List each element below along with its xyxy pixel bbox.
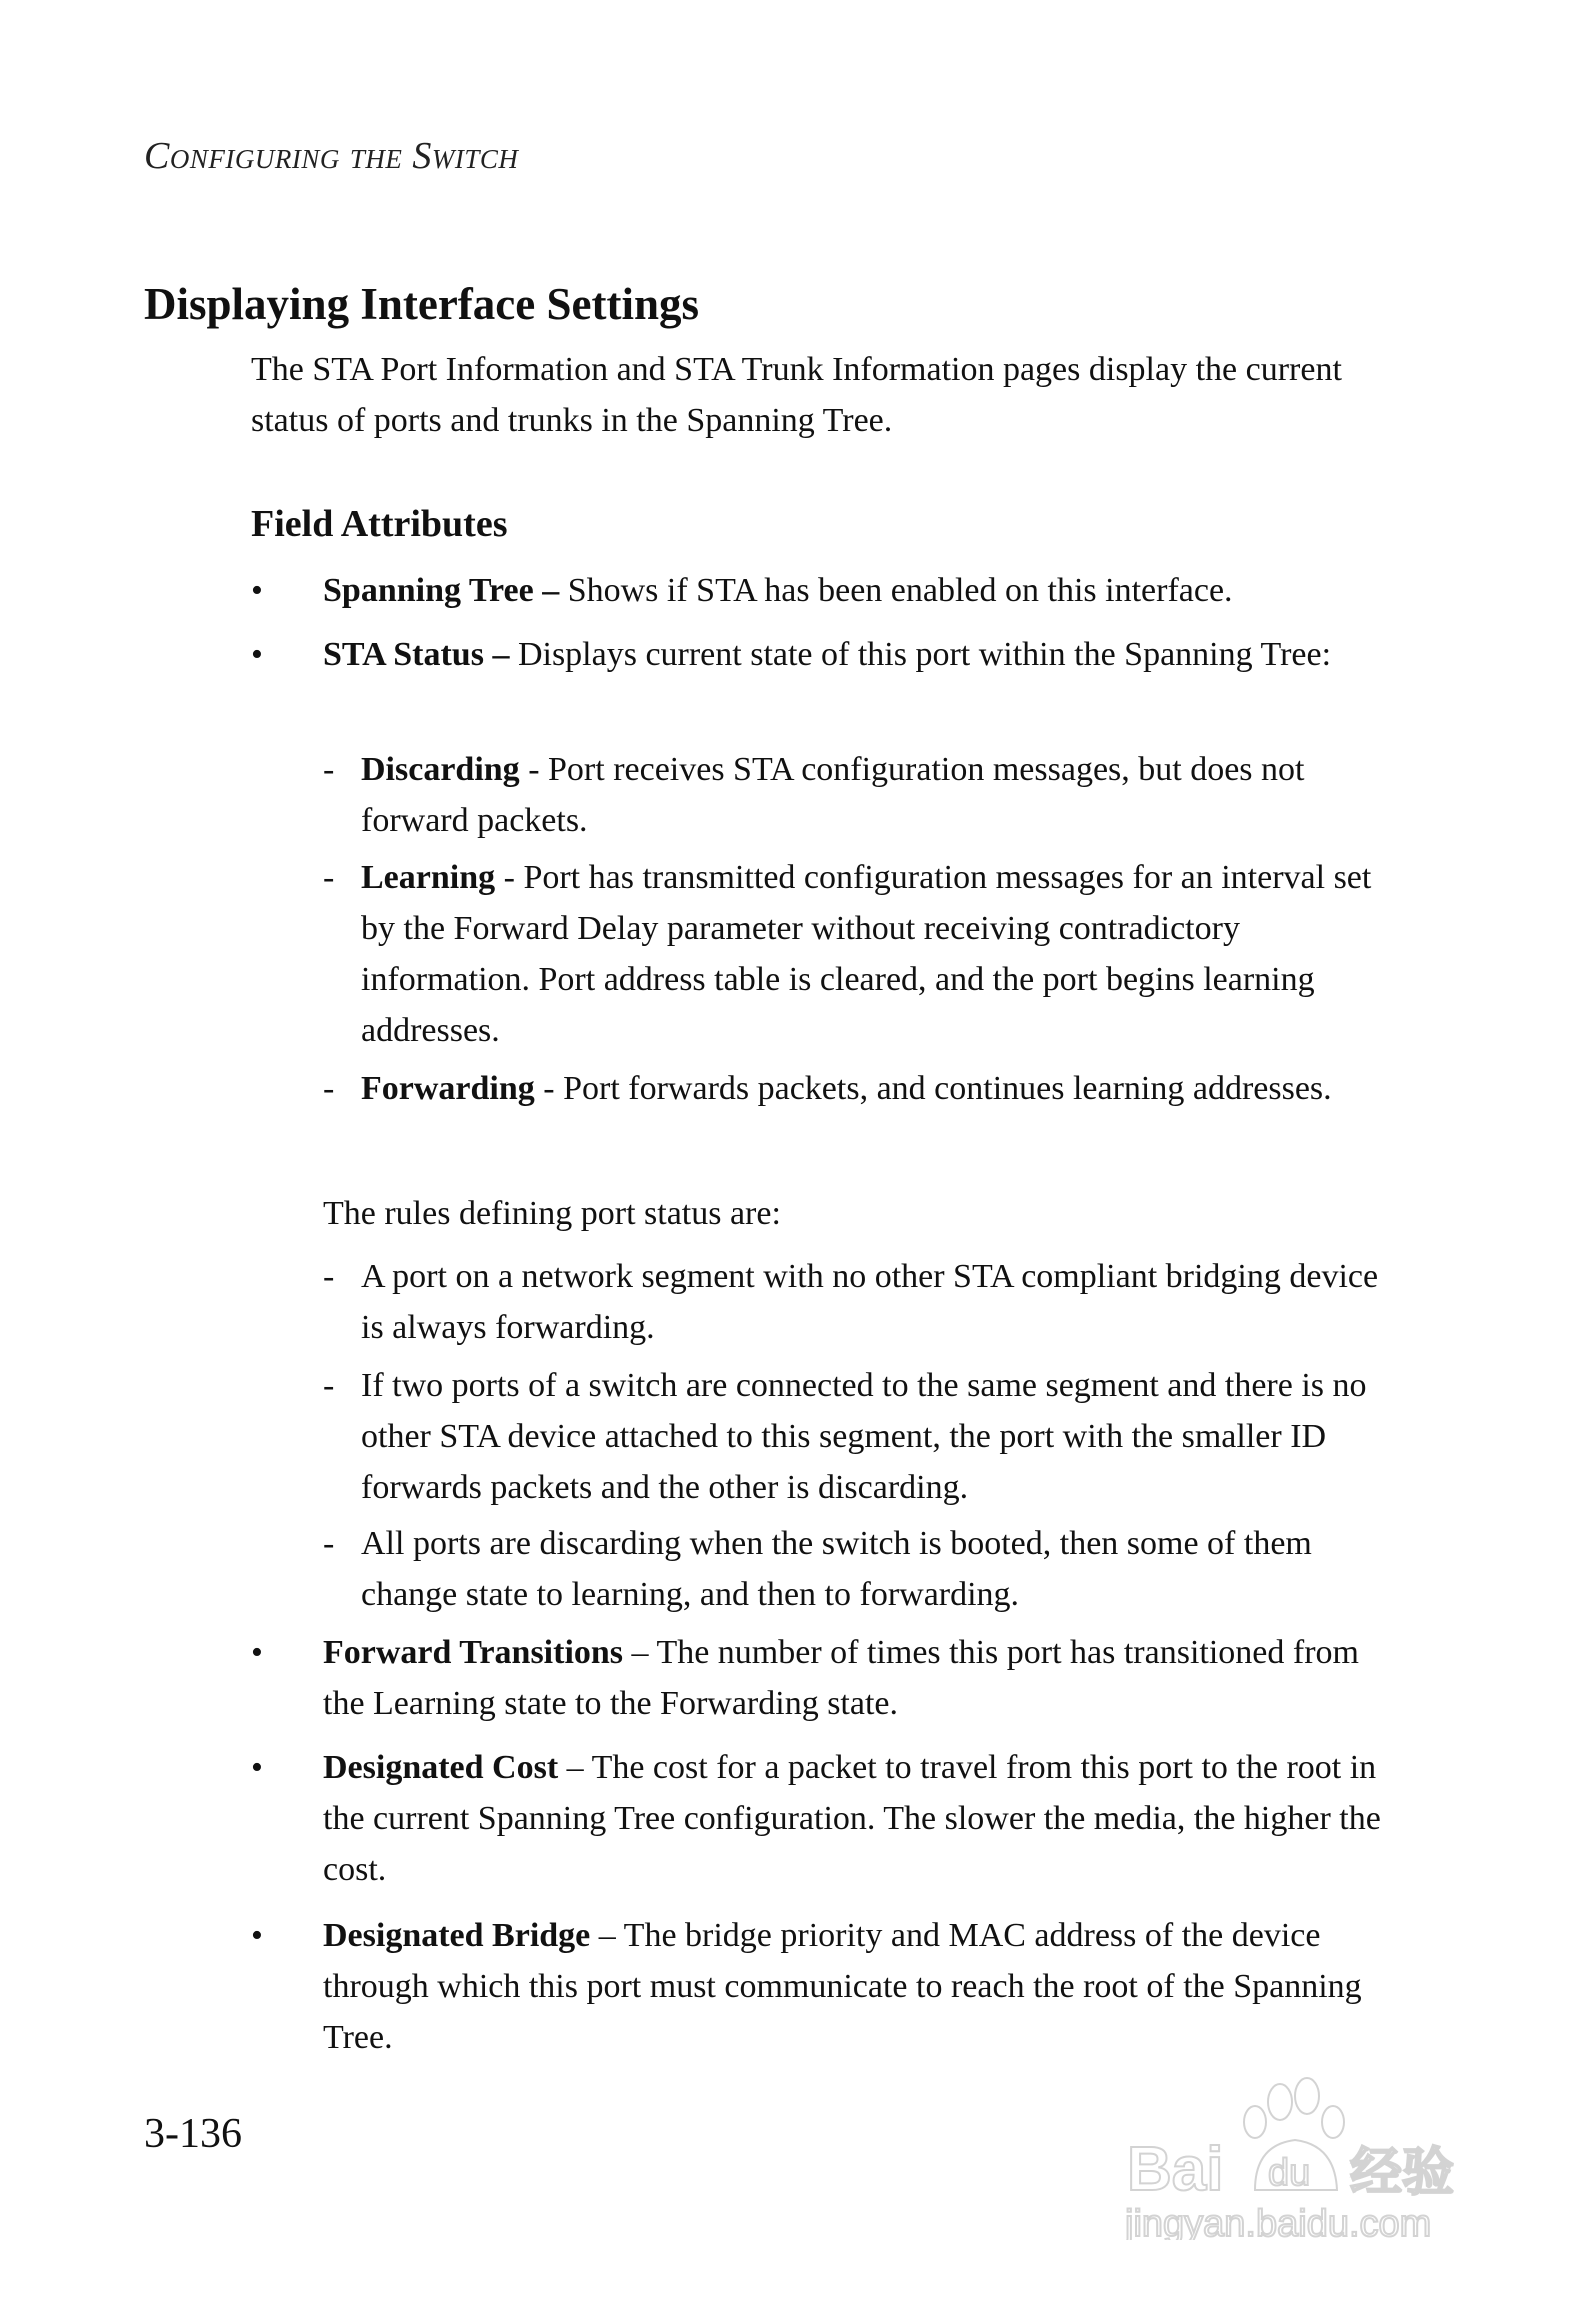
rule-item: - If two ports of a switch are connected to the same segment and there is no other STA device attached to this segment, the port with the smaller ID forwards packets and the other is discarding.	[323, 1360, 1396, 1513]
bullet-icon: •	[251, 1917, 263, 1954]
bullet-icon: •	[251, 1634, 263, 1671]
baidu-watermark-logo	[1115, 2060, 1535, 2245]
term: Learning	[361, 859, 496, 896]
term: Forwarding	[361, 1070, 535, 1107]
page-number: 3-136	[144, 2111, 242, 2157]
bullet-icon: •	[251, 636, 263, 673]
description: The number of times this port has transitioned from the Learning state to the Forwarding state.	[323, 1634, 1359, 1722]
bullet-item: • STA Status – Displays current state of this port within the Spanning Tree:	[251, 629, 1396, 680]
dash-icon: -	[323, 1070, 335, 1107]
description: Displays current state of this port within the Spanning Tree:	[517, 636, 1332, 673]
term: Discarding	[361, 751, 520, 788]
rules-intro: The rules defining port status are:	[323, 1195, 781, 1232]
dash-icon: -	[323, 1525, 335, 1562]
bullet-icon: •	[251, 572, 263, 609]
rule-item: - All ports are discarding when the switch is booted, then some of them change state to learning, and then to forwarding.	[323, 1518, 1396, 1620]
svg-text:jingyan.baidu.com: jingyan.baidu.com	[1125, 2203, 1432, 2240]
bullet-item: • Forward Transitions – The number of times this port has transitioned from the Learning state to the Forwarding state.	[251, 1627, 1396, 1729]
state-item: - Discarding - Port receives STA configuration messages, but does not forward packets.	[323, 744, 1396, 846]
description: The cost for a packet to travel from this port to the root in the current Spanning Tree configuration. The slower the media, the higher the cost.	[323, 1749, 1381, 1888]
state-item: - Learning - Port has transmitted configuration messages for an interval set by the Forward Delay parameter without receiving contradictory information. Port address table is cleared, and the port begins learning addresses.	[323, 852, 1396, 1056]
svg-text:经验: 经验	[1350, 2143, 1455, 2203]
dash-icon: -	[323, 859, 335, 896]
term: Forward Transitions	[323, 1634, 624, 1671]
bullet-item: • Spanning Tree – Shows if STA has been enabled on this interface.	[251, 565, 1396, 616]
dash-icon: -	[323, 1367, 335, 1404]
term: STA Status	[323, 636, 484, 673]
term: Designated Cost	[323, 1749, 559, 1786]
svg-text:Bai: Bai	[1127, 2135, 1224, 2204]
intro-paragraph: The STA Port Information and STA Trunk Information pages display the current status of ports and trunks in the Spanning Tree.	[251, 351, 1342, 439]
dash-icon: -	[323, 751, 335, 788]
description: Port has transmitted configuration messages for an interval set by the Forward Delay parameter without receiving contradictory information. Port address table is cleared, and the port begins learning addresses.	[361, 859, 1372, 1049]
section-heading: Field Attributes	[251, 503, 508, 545]
rule-item: - A port on a network segment with no other STA compliant bridging device is always forwarding.	[323, 1251, 1396, 1353]
page-title: Displaying Interface Settings	[144, 279, 699, 329]
svg-text:du: du	[1268, 2152, 1311, 2194]
dash-icon: -	[323, 1258, 335, 1295]
description: Port receives STA configuration messages, but does not forward packets.	[361, 751, 1305, 839]
bullet-item: • Designated Cost – The cost for a packet to travel from this port to the root in the current Spanning Tree configuration. The slower the media, the higher the cost.	[251, 1742, 1396, 1895]
description: The bridge priority and MAC address of the device through which this port must communicate to reach the root of the Spanning Tree.	[323, 1917, 1362, 2056]
state-item: - Forwarding - Port forwards packets, and continues learning addresses.	[323, 1063, 1396, 1114]
term: Spanning Tree	[323, 572, 534, 609]
bullet-item: • Designated Bridge – The bridge priority and MAC address of the device through which this port must communicate to reach the root of the Spanning Tree.	[251, 1910, 1396, 2063]
running-header: Configuring the Switch	[144, 135, 519, 177]
term: Designated Bridge	[323, 1917, 591, 1954]
description: Shows if STA has been enabled on this interface.	[567, 572, 1233, 609]
bullet-icon: •	[251, 1749, 263, 1786]
description: Port forwards packets, and continues learning addresses.	[563, 1070, 1332, 1107]
